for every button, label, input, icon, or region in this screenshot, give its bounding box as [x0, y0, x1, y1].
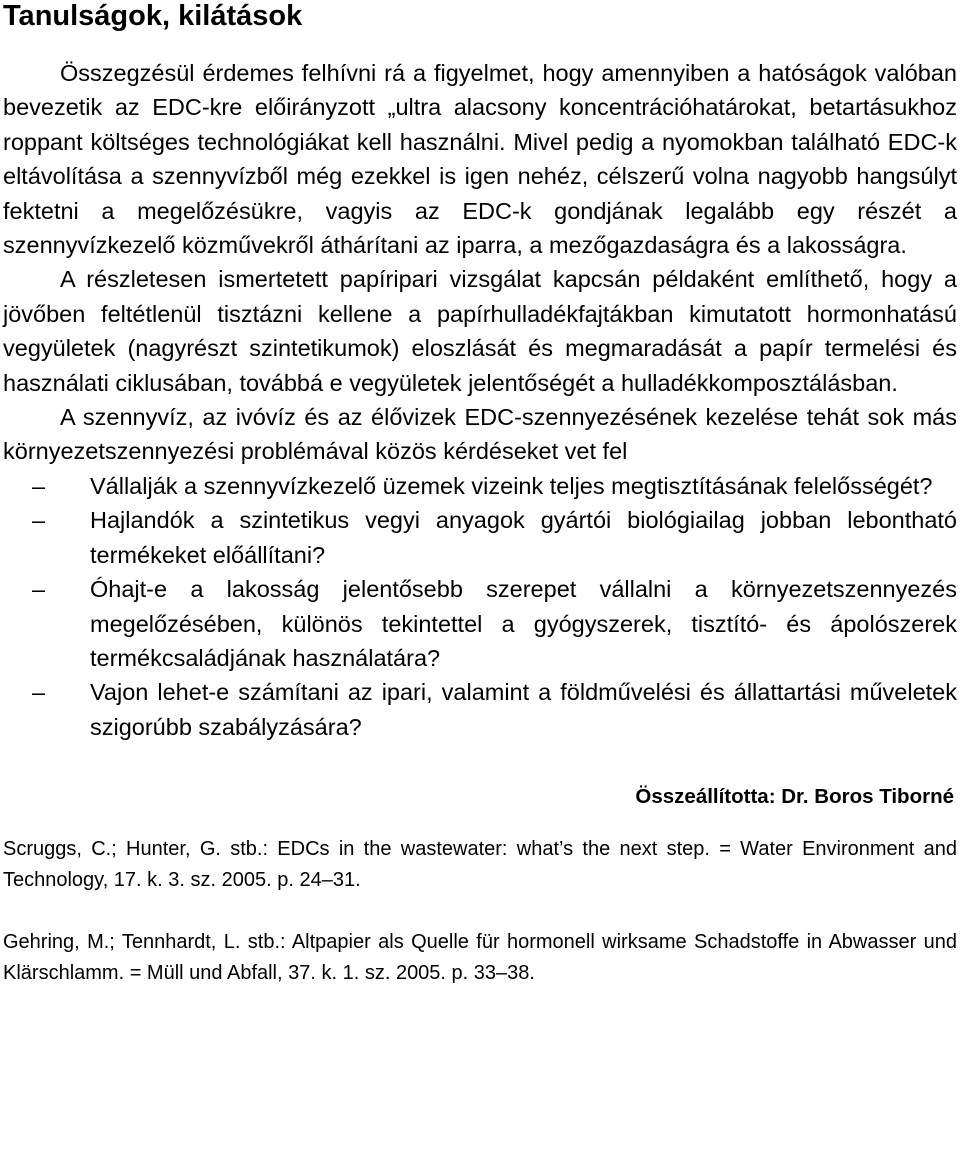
- reference-item: Gehring, M.; Tennhardt, L. stb.: Altpapier als Quelle für hormonell wirksame Schadstoffe in Abwasser und Klärschlamm. = Müll und Abfall, 37. k. 1. sz. 2005. p. 33–38.: [3, 931, 957, 985]
- question-text: Hajlandók a szintetikus vegyi anyagok gyártói biológiailag jobban lebontható termékeket előállítani?: [90, 507, 957, 568]
- question-text: Vajon lehet-e számítani az ipari, valamint a földművelési és állattartási műveletek szigorúbb szabályzására?: [90, 679, 957, 740]
- list-item: [32, 572, 957, 675]
- reference-list: [3, 834, 957, 989]
- list-item: [32, 675, 957, 744]
- question-text: Vállalják a szennyvízkezelő üzemek vizeink teljes megtisztításának felelősségét?: [90, 472, 933, 499]
- body-text: [3, 56, 957, 744]
- question-text: Óhajt-e a lakosság jelentősebb szerepet vállalni a környezetszennyezés megelőzésében, különös tekintettel a gyógyszerek, tisztító- és ápolószerek termékcsaládjának használatára?: [90, 576, 957, 671]
- paragraph-questions-intro: A szennyvíz, az ivóvíz és az élővizek EDC-szennyezésének kezelése tehát sok más környezetszennyezési problémával közös kérdéseket vet fel: [3, 404, 957, 465]
- paragraph-summary: Összegzésül érdemes felhívni rá a figyelmet, hogy amennyiben a hatóságok valóban bevezetik az EDC-kre előirányzott „ultra alacsony koncentrációhatárokat, betartásukhoz roppant költséges technológiákat kell használni. Mivel pedig a nyomokban található EDC-k eltávolítása a szennyvízből még ezekkel is igen nehéz, célszerű volna nagyobb hangsúlyt fektetni a megelőzésükre, vagyis az EDC-k gondjának legalább egy részét a szennyvízkezelő közművekről áthárítani az iparra, a mezőgazdaságra és a lakosságra.: [3, 60, 957, 259]
- section-heading: Tanulságok, kilátások: [3, 0, 303, 32]
- list-item: [32, 469, 957, 503]
- list-item: [32, 503, 957, 572]
- paragraph-paper-industry: A részletesen ismertetett papíripari vizsgálat kapcsán példaként említhető, hogy a jövőben feltétlenül tisztázni kellene a papírhulladékfajtákban kimutatott hormonhatású vegyületek (nagyrészt szintetikumok) eloszlását és megmaradását a papír termelési és használati ciklusában, továbbá e vegyületek jelentőségét a hulladékkomposztálásban.: [3, 266, 957, 396]
- question-list: [3, 469, 957, 744]
- dash-bullet: –: [32, 679, 46, 706]
- author-signature: Összeállította: Dr. Boros Tiborné: [635, 785, 954, 809]
- dash-bullet: –: [32, 507, 46, 534]
- reference-item: Scruggs, C.; Hunter, G. stb.: EDCs in the wastewater: what’s the next step. = Water Environment and Technology, 17. k. 3. sz. 2005. p. 24–31.: [3, 838, 957, 892]
- dash-bullet: –: [32, 576, 46, 603]
- dash-bullet: –: [32, 472, 46, 499]
